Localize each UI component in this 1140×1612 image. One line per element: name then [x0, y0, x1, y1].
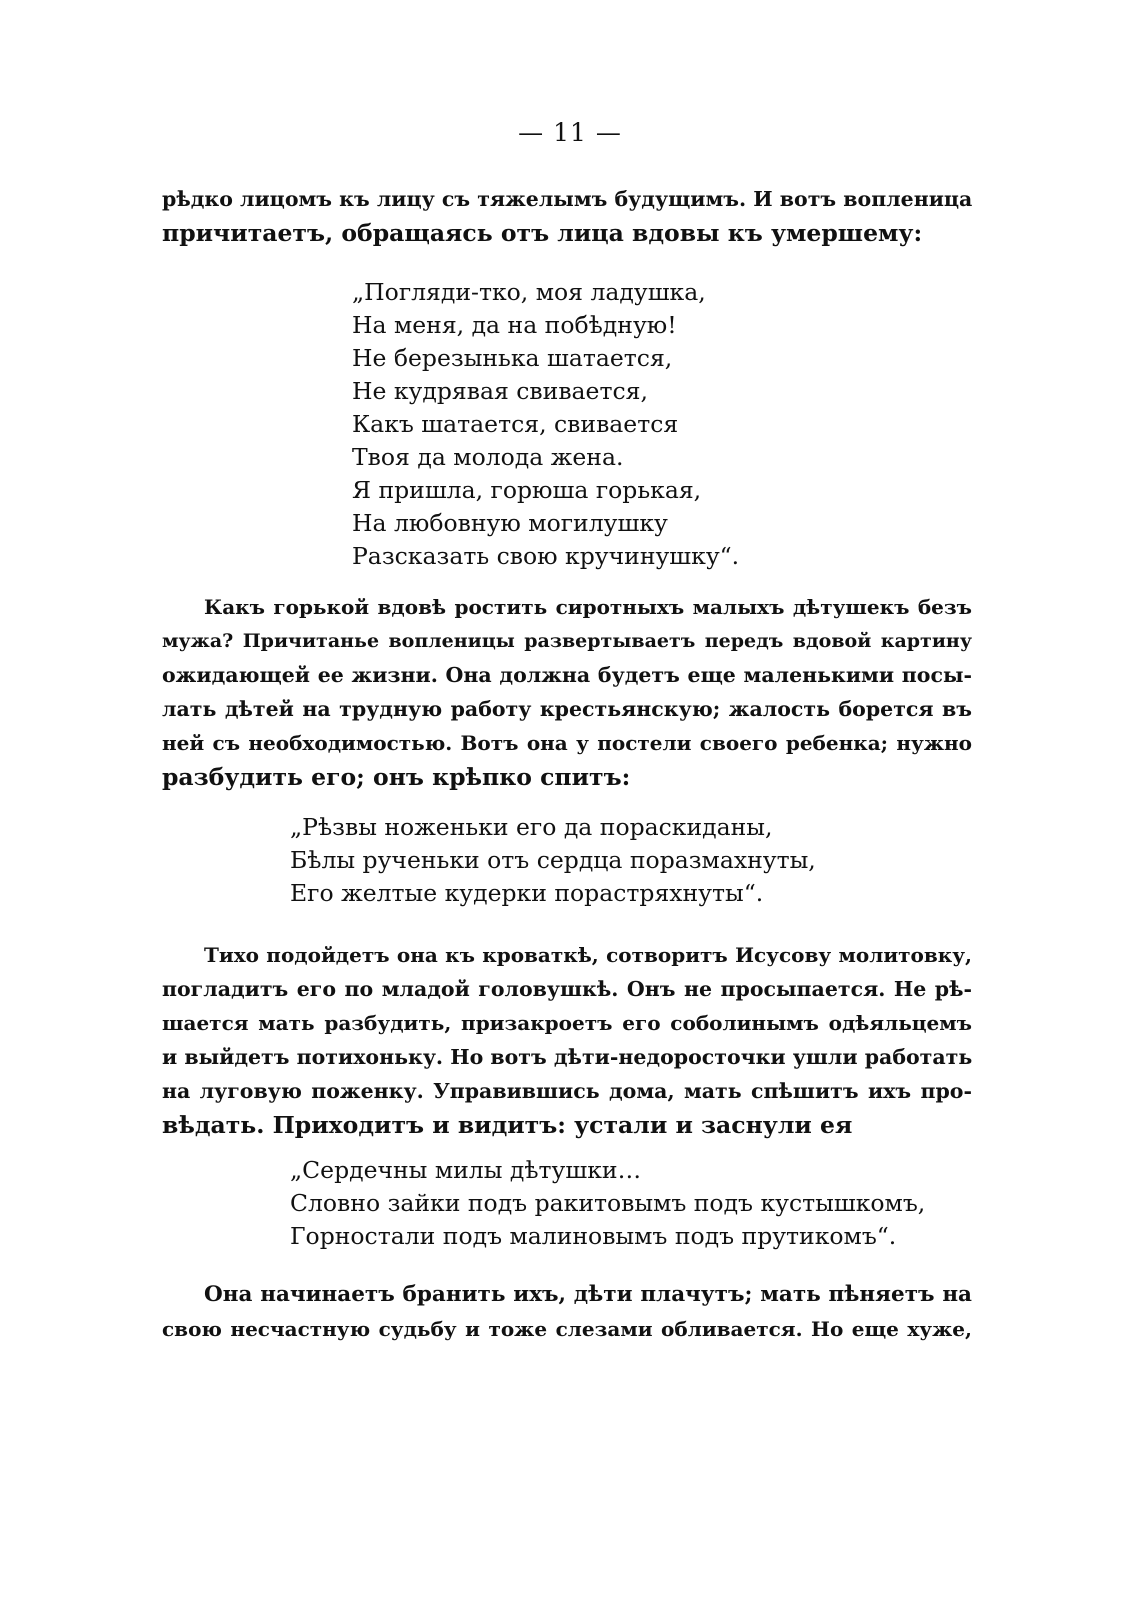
verse-line: Бѣлы рученьки отъ сердца поразмахнуты, [290, 846, 816, 874]
verse-line: Словно зайки подъ ракитовымъ подъ кустышкомъ, [290, 1189, 926, 1217]
verse-line: „Погляди-тко, моя ладушка, [352, 278, 706, 306]
verse-3 [290, 1154, 925, 1253]
verse-line: На любовную могилушку [352, 509, 668, 537]
text-line: Она начинаетъ бранить ихъ, дѣти плачутъ; мать пѣняетъ на [204, 1282, 972, 1307]
text-line: свою несчастную судьбу и тоже слезами обливается. Но еще хуже, [162, 1317, 972, 1341]
verse-line: Я пришла, горюша горькая, [352, 476, 702, 504]
verse-line: Горностали подъ малиновымъ подъ прутикомъ“. [290, 1222, 897, 1250]
text-line: погладитъ его по младой головушкѣ. Онъ не просыпается. Не рѣ- [162, 977, 972, 1001]
text-line: ней съ необходимостью. Вотъ она у постели своего ребенка; нужно [162, 731, 972, 755]
verse-line: Его желтые кудерки порастряхнуты“. [290, 879, 764, 907]
text-line: мужа? Причитанье вопленицы развертываетъ передъ вдовой картину [162, 630, 972, 652]
text-line: рѣдко лицомъ къ лицу съ тяжелымъ будущимъ. И вотъ вопленица [162, 187, 973, 211]
paragraph-4 [162, 1278, 972, 1346]
paragraph-3 [162, 938, 972, 1142]
verse-line: На меня, да на побѣдную! [352, 311, 677, 339]
page-number: — 11 — [518, 118, 622, 147]
verse-line: Не березынька шатается, [352, 344, 673, 372]
text-line: шается мать разбудить, призакроетъ его соболинымъ одѣяльцемъ [162, 1011, 972, 1035]
text-line: Тихо подойдетъ она къ кроваткѣ, сотворитъ Исусову молитовку, [204, 943, 972, 967]
verse-1 [352, 276, 739, 573]
paragraph-2 [162, 590, 972, 794]
text-line: и выйдетъ потихоньку. Но вотъ дѣти-недоросточки ушли работать [162, 1045, 973, 1069]
verse-2 [290, 811, 816, 910]
verse-line: Не кудрявая свивается, [352, 377, 648, 405]
text-line: лать дѣтей на трудную работу крестьянскую; жалость борется въ [162, 697, 972, 721]
text-line: разбудить его; онъ крѣпко спитъ: [162, 763, 631, 791]
text-line: на луговую поженку. Управившись дома, мать спѣшитъ ихъ про- [162, 1079, 972, 1103]
verse-line: „Рѣзвы ноженьки его да пораскиданы, [290, 813, 773, 841]
text-line: причитаетъ, обращаясь отъ лица вдовы къ умершему: [162, 219, 923, 247]
verse-line: Твоя да молода жена. [352, 443, 624, 471]
text-line: Какъ горькой вдовѣ ростить сиротныхъ малыхъ дѣтушекъ безъ [204, 595, 972, 619]
paragraph-1 [162, 182, 972, 250]
verse-line: Разсказать свою кручинушку“. [352, 542, 740, 570]
text-line: ожидающей ее жизни. Она должна будетъ еще маленькими посы- [162, 663, 972, 687]
verse-line: Какъ шатается, свивается [352, 410, 679, 438]
verse-line: „Сердечны милы дѣтушки… [290, 1156, 642, 1184]
text-line: вѣдать. Приходитъ и видитъ: устали и заснули ея [162, 1111, 853, 1139]
